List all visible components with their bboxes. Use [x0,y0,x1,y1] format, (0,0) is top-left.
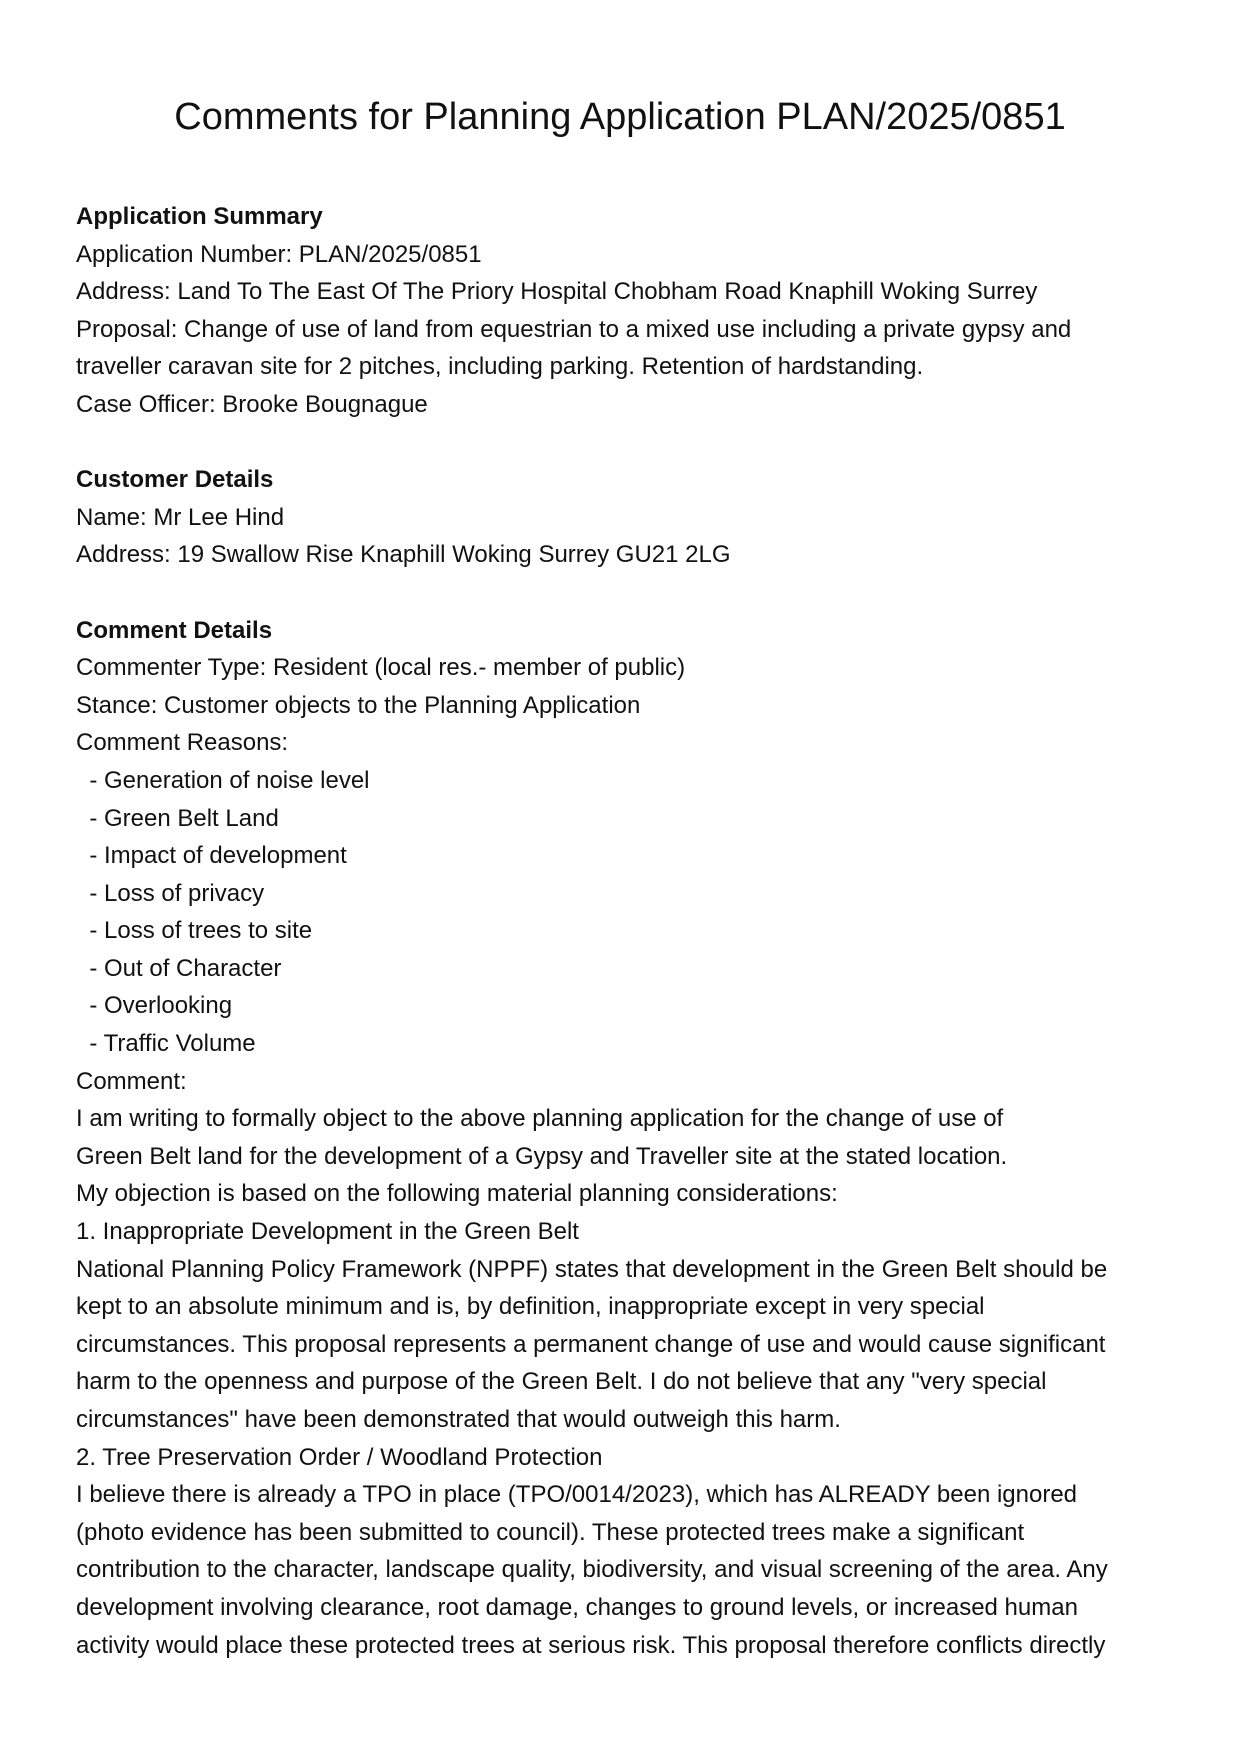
commenter-type-line: Commenter Type: Resident (local res.- member of public) [76,654,686,682]
list-item: - Loss of privacy [76,875,1176,913]
list-item: - Overlooking [76,987,1176,1025]
customer-details-heading: Customer Details [76,466,274,494]
proposal-line-1: Proposal: Change of use of land from equestrian to a mixed use including a private gypsy and [76,315,1072,343]
comment-line: activity would place these protected trees at serious risk. This proposal therefore conflicts directly [76,1631,1106,1659]
proposal-line-2: traveller caravan site for 2 pitches, including parking. Retention of hardstanding. [76,353,924,381]
case-officer-line: Case Officer: Brooke Bougnague [76,390,428,418]
list-item: - Green Belt Land [76,800,1176,838]
comment-details-section [76,612,1176,1665]
customer-address-line: Address: 19 Swallow Rise Knaphill Woking Surrey GU21 2LG [76,541,731,569]
application-summary-heading: Application Summary [76,203,323,230]
section-spacer [76,574,1176,612]
comment-line: Green Belt land for the development of a Gypsy and Traveller site at the stated location. [76,1142,1008,1170]
comment-line: development involving clearance, root damage, changes to ground levels, or increased human [76,1593,1078,1621]
section-spacer [76,424,1176,462]
application-address-line: Address: Land To The East Of The Priory Hospital Chobham Road Knaphill Woking Surrey [76,278,1038,306]
customer-name-line: Name: Mr Lee Hind [76,503,285,531]
document-body [76,198,1176,1664]
list-item: - Loss of trees to site [76,912,1176,950]
comment-label: Comment: [76,1067,187,1095]
comment-line: I am writing to formally object to the above planning application for the change of use of [76,1105,1004,1133]
comment-line: 2. Tree Preservation Order / Woodland Protection [76,1443,603,1471]
application-number-line: Application Number: PLAN/2025/0851 [76,240,482,268]
comment-line: National Planning Policy Framework (NPPF) states that development in the Green Belt should be [76,1255,1108,1283]
comment-line: contribution to the character, landscape quality, biodiversity, and visual screening of the area. Any [76,1556,1108,1584]
page-title: Comments for Planning Application PLAN/2025/0851 [174,96,1066,138]
comment-reasons-list [76,762,1176,1063]
list-item: - Traffic Volume [76,1025,1176,1063]
comment-text [76,1100,1176,1664]
comment-reasons-label: Comment Reasons: [76,729,289,757]
comment-line: My objection is based on the following material planning considerations: [76,1180,838,1208]
comment-line: kept to an absolute minimum and is, by definition, inappropriate except in very special [76,1293,985,1321]
application-summary-section [76,198,1176,424]
list-item: - Impact of development [76,837,1176,875]
list-item: - Out of Character [76,950,1176,988]
comment-line: circumstances. This proposal represents a permanent change of use and would cause significant [76,1330,1106,1358]
stance-line: Stance: Customer objects to the Planning Application [76,691,641,719]
comment-details-heading: Comment Details [76,616,273,644]
comment-line: 1. Inappropriate Development in the Green Belt [76,1218,579,1246]
list-item: - Generation of noise level [76,762,1176,800]
comment-line: harm to the openness and purpose of the Green Belt. I do not believe that any "very special [76,1368,1047,1396]
comment-line: I believe there is already a TPO in place (TPO/0014/2023), which has ALREADY been ignored [76,1481,1078,1509]
comment-line: circumstances" have been demonstrated that would outweigh this harm. [76,1406,841,1433]
customer-details-section [76,461,1176,574]
comment-line: (photo evidence has been submitted to council). These protected trees make a significant [76,1518,1025,1546]
